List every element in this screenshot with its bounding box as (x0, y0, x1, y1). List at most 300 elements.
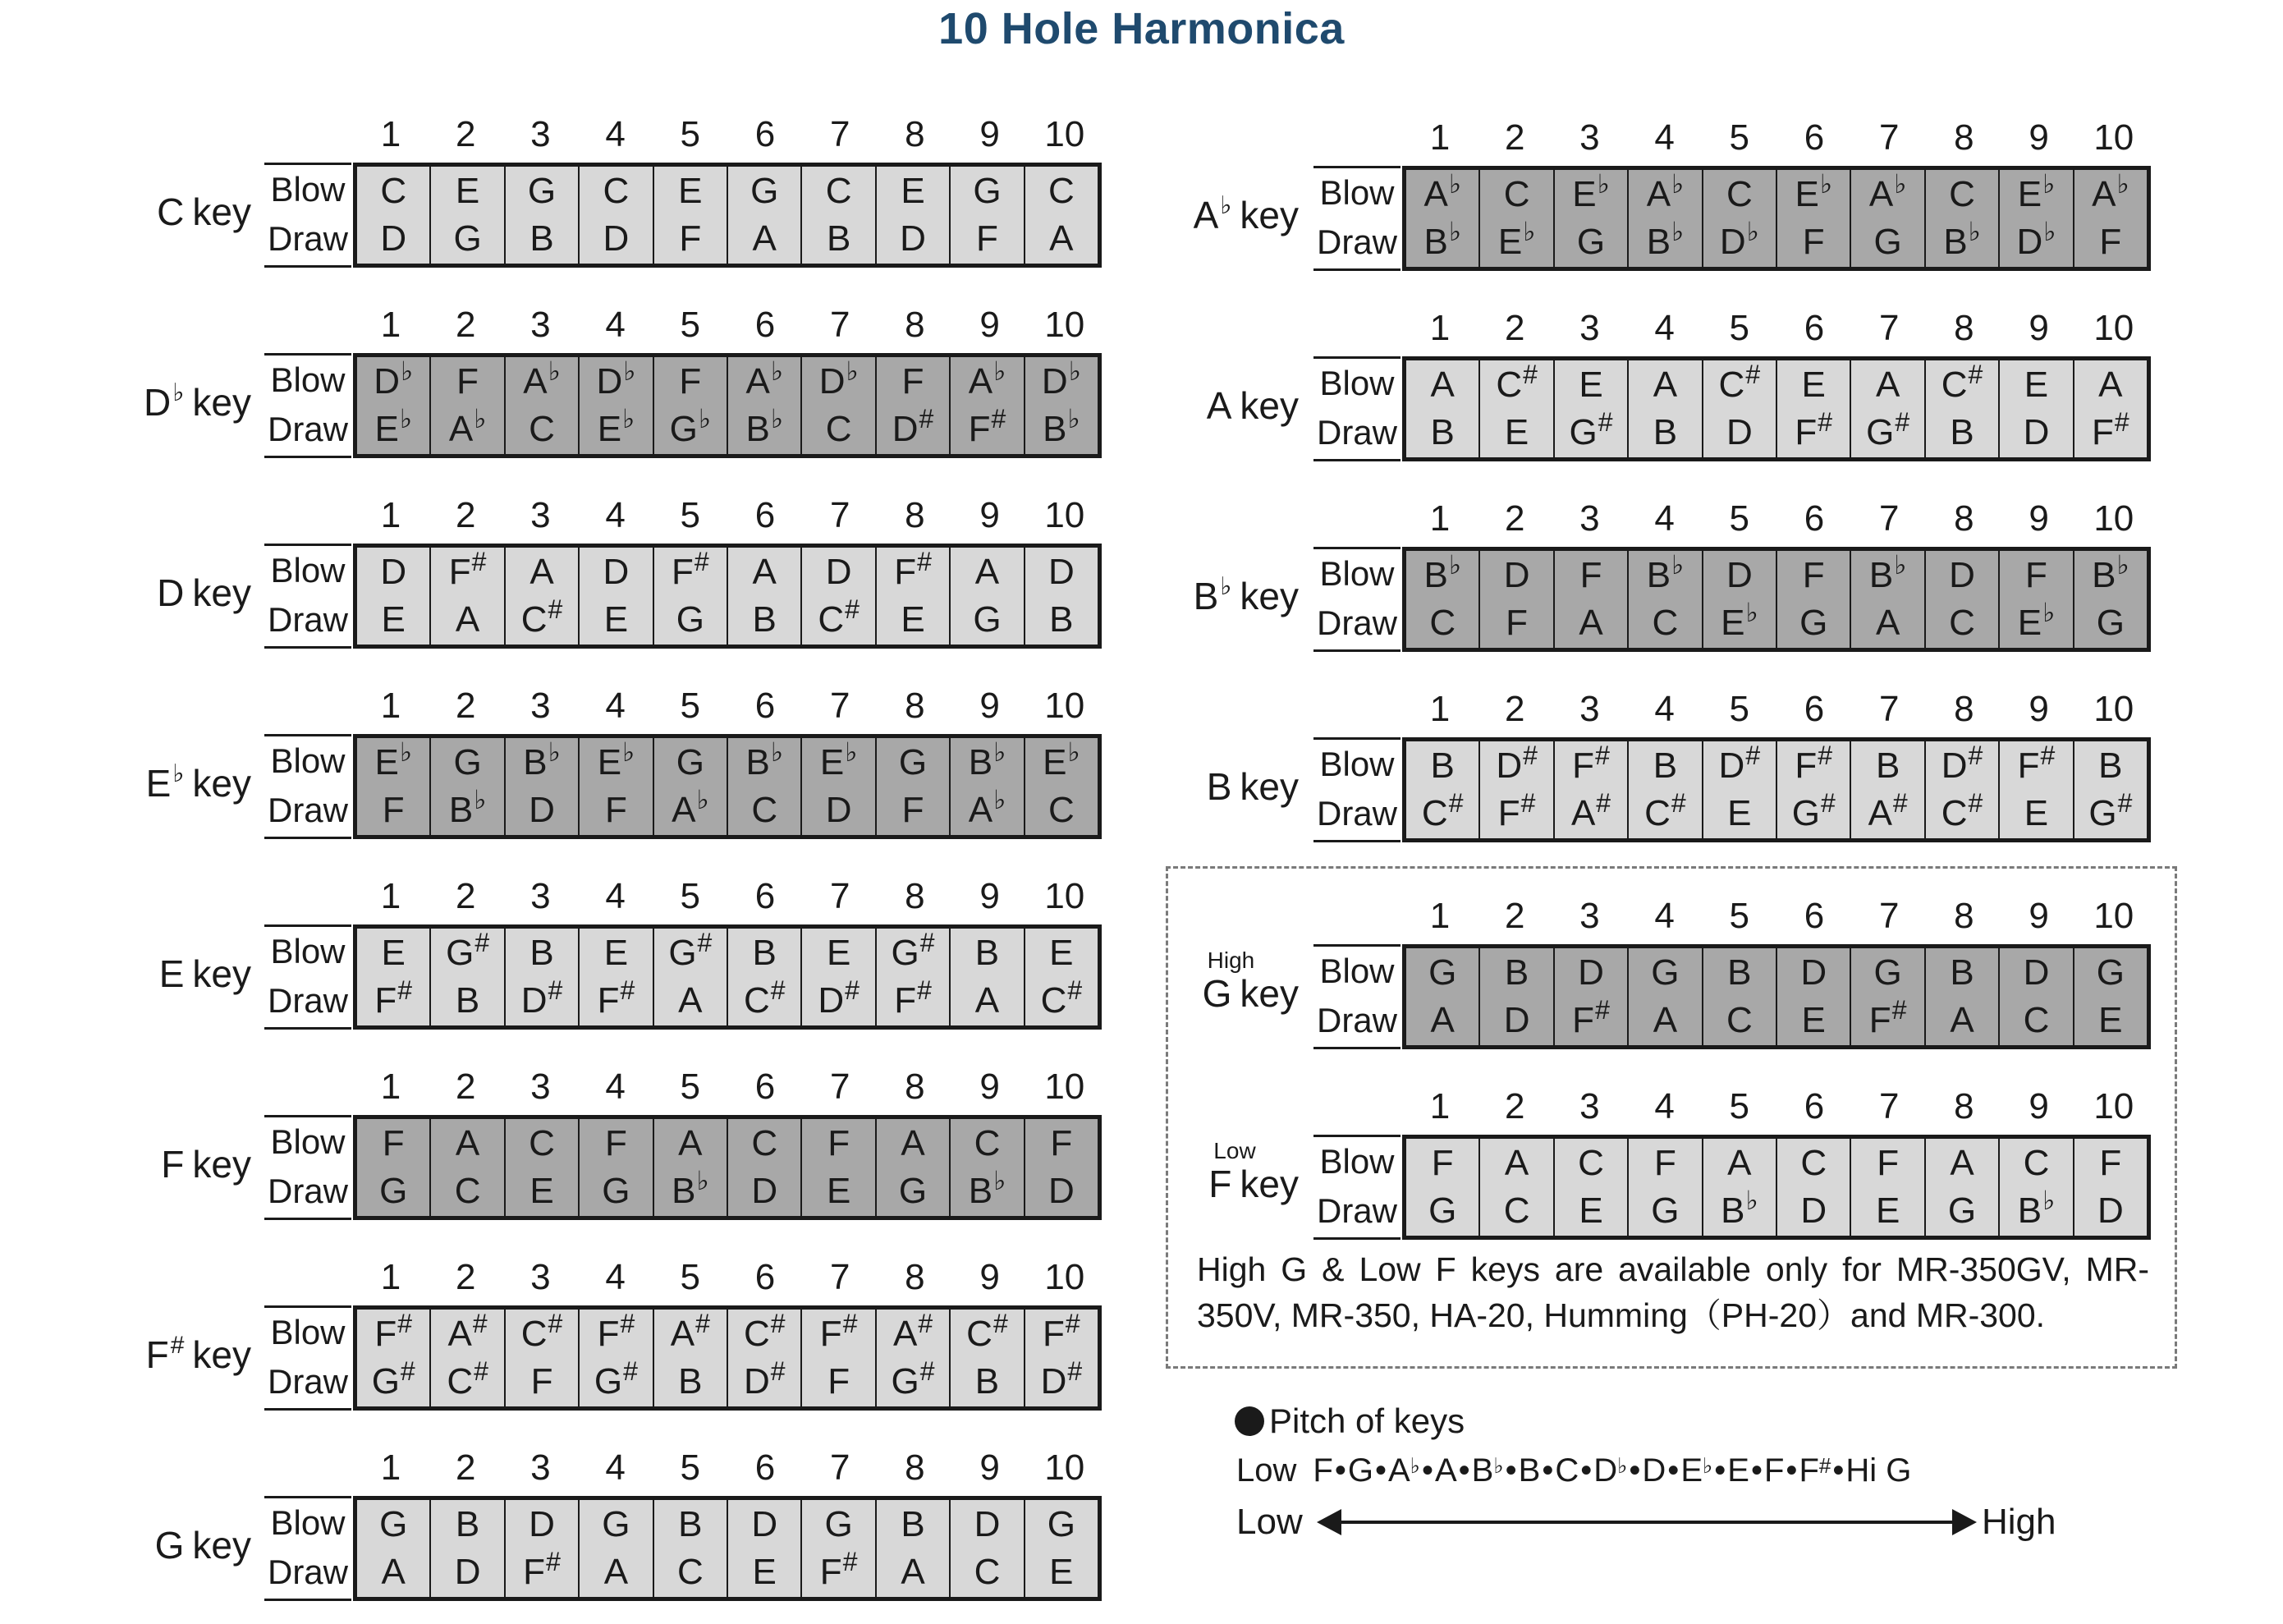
draw-note: E (1504, 412, 1529, 452)
blow-row-label: Blow (1319, 364, 1395, 402)
hole-number: 5 (680, 305, 701, 345)
draw-note: F (382, 790, 405, 830)
draw-note: E♭ (597, 404, 635, 449)
pitch-sequence-high: Hi G (1845, 1452, 1912, 1489)
hole-cell (1850, 170, 1923, 267)
draw-note: A (678, 980, 703, 1021)
blow-note: D (1503, 555, 1530, 595)
arrow-high-label: High (1982, 1502, 2056, 1542)
draw-note: D (1800, 1190, 1827, 1231)
hole-number: 6 (754, 1067, 776, 1107)
draw-note: D (1048, 1171, 1075, 1211)
draw-note: E (901, 599, 925, 640)
draw-note: G (1428, 1190, 1457, 1231)
draw-note: B♭ (1423, 217, 1461, 262)
hole-cell (1702, 741, 1776, 838)
draw-note: G# (2088, 788, 2133, 833)
blow-note: A# (892, 1309, 933, 1354)
hole-number: 3 (530, 876, 551, 916)
blow-note: C (529, 1123, 555, 1163)
hole-number-row (353, 686, 1102, 726)
draw-note: C (454, 1171, 481, 1211)
draw-note: D♭ (1719, 217, 1759, 262)
key-note: B (1206, 765, 1232, 808)
draw-note: G (379, 1171, 408, 1211)
hole-number: 8 (1954, 896, 1974, 936)
blow-note: B♭ (1868, 550, 1907, 595)
hole-number: 9 (2029, 1086, 2049, 1126)
hole-cell (875, 1310, 949, 1406)
hole-number: 5 (680, 114, 701, 154)
hole-cell (1924, 741, 1998, 838)
draw-note: B (974, 1361, 1000, 1402)
hole-number: 6 (1804, 1086, 1825, 1126)
hole-number: 3 (1579, 896, 1600, 936)
blow-note: F# (448, 547, 487, 592)
pitch-note: F# (1799, 1452, 1831, 1489)
hole-number: 8 (1954, 689, 1974, 729)
draw-note: C# (743, 975, 786, 1021)
pitch-title-text: Pitch of keys (1269, 1402, 1465, 1440)
draw-note: B (678, 1361, 703, 1402)
blow-note: E♭ (1572, 169, 1610, 214)
draw-note: C (1503, 1190, 1530, 1231)
hole-cell (727, 1500, 800, 1597)
hole-number-row (353, 496, 1102, 535)
hole-number: 4 (1654, 896, 1675, 936)
hole-number: 7 (1878, 498, 1900, 539)
pitch-note: D♭ (1593, 1452, 1628, 1489)
pitch-note: G (1347, 1452, 1373, 1489)
hole-number: 5 (1729, 1086, 1750, 1126)
blow-note: E (381, 933, 406, 973)
draw-note: A (1430, 1000, 1455, 1040)
key-suffix: key (192, 381, 251, 424)
hole-number: 10 (1044, 305, 1085, 345)
draw-row-label: Draw (1316, 603, 1397, 642)
blow-note: B (1727, 952, 1752, 993)
blow-note: C (1949, 174, 1975, 214)
draw-note: G (2096, 603, 2125, 643)
blow-note: A (752, 552, 777, 592)
blow-note: F (827, 1123, 850, 1163)
blow-row-label: Blow (270, 741, 346, 780)
blow-note: G (1428, 952, 1457, 993)
blow-note: C (1578, 1143, 1604, 1183)
hole-cell (1406, 551, 1478, 648)
draw-note: C (974, 1552, 1001, 1592)
hole-cell (357, 1500, 429, 1597)
draw-row-label: Draw (267, 981, 348, 1020)
blow-note: C (751, 1123, 778, 1163)
hole-number: 7 (1878, 1086, 1900, 1126)
hole-cell (1553, 360, 1627, 457)
draw-note: B♭ (672, 1166, 709, 1211)
draw-note: D (529, 790, 555, 830)
draw-note: G# (1791, 788, 1836, 833)
draw-note: E♭ (374, 404, 412, 449)
blow-note: D♭ (818, 356, 859, 401)
draw-note: B (1430, 412, 1455, 452)
hole-number: 6 (1804, 498, 1825, 539)
blow-note: E (678, 171, 703, 211)
hole-number: 9 (2029, 308, 2049, 348)
pitch-note: E♭ (1680, 1452, 1713, 1489)
draw-note: D (1726, 412, 1753, 452)
key-suffix: key (192, 1143, 251, 1186)
pitch-title (1235, 1401, 1465, 1442)
hole-number: 1 (380, 876, 401, 916)
blow-row-label: Blow (1319, 952, 1395, 990)
hole-number: 10 (1044, 1257, 1085, 1297)
hole-cell (1924, 360, 1998, 457)
blow-note: A (974, 552, 1000, 592)
draw-note: A# (1570, 788, 1611, 833)
draw-note: F# (374, 975, 413, 1021)
blow-note: A# (447, 1309, 488, 1354)
hole-cell (1478, 170, 1552, 267)
hole-cell (1478, 360, 1552, 457)
key-note: D (157, 571, 185, 614)
pitch-note: E (1727, 1452, 1749, 1489)
draw-note: D# (743, 1356, 786, 1402)
row-labels (264, 1496, 351, 1601)
blow-note: B (678, 1504, 703, 1544)
hole-number: 5 (680, 495, 701, 535)
key-label (0, 1521, 251, 1570)
hole-number: 1 (380, 114, 401, 154)
blow-note: C (1048, 171, 1075, 211)
hole-number: 8 (1954, 308, 1974, 348)
draw-note: B♭ (745, 404, 783, 449)
pitch-note: F (1313, 1452, 1333, 1489)
hole-cell (949, 1310, 1023, 1406)
draw-note: C# (447, 1356, 488, 1402)
draw-note: C# (520, 594, 563, 640)
blow-note: G (750, 171, 779, 211)
hole-number: 10 (2093, 689, 2134, 729)
draw-note: G (898, 1171, 928, 1211)
key-accidental: ♭ (172, 760, 185, 787)
blow-note: F (604, 1123, 627, 1163)
blow-note: A♭ (1868, 169, 1907, 214)
draw-note: B (752, 599, 777, 640)
pitch-note: C (1555, 1452, 1579, 1489)
key-note: E (145, 762, 172, 805)
key-label (0, 190, 1299, 240)
hole-number: 4 (1654, 498, 1675, 539)
blow-note: A (2098, 365, 2123, 405)
blow-note: C (825, 171, 852, 211)
key-suffix: key (1240, 384, 1299, 427)
key-note: A (1193, 194, 1219, 236)
hole-number: 10 (2093, 498, 2134, 539)
hole-cell (1553, 741, 1627, 838)
blow-note: F# (597, 1309, 635, 1354)
hole-number: 7 (829, 1257, 850, 1297)
hole-number: 3 (530, 495, 551, 535)
hole-cell (949, 1500, 1023, 1597)
draw-note: E (2098, 1000, 2123, 1040)
draw-note: C# (1040, 975, 1083, 1021)
blow-note: C (603, 171, 630, 211)
blow-note: F (1877, 1143, 1900, 1183)
hole-number-row (353, 115, 1102, 154)
hole-number: 3 (1579, 117, 1600, 158)
blow-note: D# (1941, 741, 1983, 786)
draw-note: B (1049, 599, 1074, 640)
blow-note: F# (374, 1309, 413, 1354)
blow-note: G (379, 1504, 408, 1544)
hole-number: 5 (1729, 117, 1750, 158)
hole-cell (800, 1310, 874, 1406)
hole-number-row (353, 1067, 1102, 1107)
hole-cell (1850, 551, 1923, 648)
blow-note: C# (520, 1309, 563, 1354)
hole-cell (1924, 170, 1998, 267)
hole-number: 2 (1504, 498, 1525, 539)
blow-note: F (679, 361, 702, 401)
blow-note: F (382, 1123, 405, 1163)
hole-number: 10 (1044, 1447, 1085, 1488)
blow-note: C (1800, 1143, 1827, 1183)
hole-cell (2073, 741, 2147, 838)
draw-note: C (1652, 603, 1679, 643)
blow-note: A# (670, 1309, 710, 1354)
blow-note: E (901, 171, 925, 211)
blow-note: D♭ (1041, 356, 1081, 401)
blow-note: F# (1572, 741, 1610, 786)
draw-note: E (1579, 1190, 1603, 1231)
blow-row-label: Blow (1319, 173, 1395, 212)
hole-number: 4 (605, 114, 626, 154)
pitch-note: B♭ (1471, 1452, 1504, 1489)
draw-note: A (381, 1552, 406, 1592)
blow-note: F (456, 361, 479, 401)
draw-note: F (976, 218, 998, 259)
draw-note: C (1429, 603, 1456, 643)
hole-number: 9 (2029, 896, 2049, 936)
draw-note: G (676, 599, 704, 640)
draw-note: F# (1497, 788, 1536, 833)
hole-cell (1776, 360, 1850, 457)
key-note: F (145, 1333, 169, 1376)
hole-number: 5 (680, 1447, 701, 1488)
blow-note: F (2025, 555, 2047, 595)
draw-note: G (602, 1171, 630, 1211)
hole-number: 8 (1954, 117, 1974, 158)
note-grid (353, 1305, 1102, 1411)
hole-number: 2 (455, 876, 476, 916)
hole-number: 9 (979, 114, 1000, 154)
hole-number: 6 (754, 1447, 776, 1488)
blow-note: D (603, 552, 630, 592)
draw-note: D (900, 218, 926, 259)
hole-number: 4 (1654, 689, 1675, 729)
draw-note: D# (892, 404, 934, 449)
draw-note: D (751, 1171, 778, 1211)
blow-note: G# (891, 928, 935, 973)
hole-number-row (1402, 118, 2151, 158)
blow-note: C# (1718, 360, 1761, 405)
key-note: G (1202, 972, 1232, 1015)
blow-note: F# (671, 547, 709, 592)
hole-number: 2 (1504, 689, 1525, 729)
blow-note: D (529, 1504, 555, 1544)
hole-number: 10 (2093, 896, 2134, 936)
hole-cell (1998, 741, 2072, 838)
hole-number: 9 (979, 1447, 1000, 1488)
draw-note: E (381, 599, 406, 640)
hole-number: 3 (1579, 498, 1600, 539)
note-grid (1402, 166, 2151, 271)
draw-note: D# (818, 975, 860, 1021)
hole-number: 8 (905, 495, 925, 535)
draw-row-label: Draw (1316, 1191, 1397, 1230)
key-note: A (1206, 384, 1232, 427)
blow-note: G (527, 171, 557, 211)
bullet-icon (1235, 1406, 1264, 1436)
blow-note: E♭ (2017, 169, 2056, 214)
hole-cell (1627, 170, 1701, 267)
hole-number: 2 (455, 305, 476, 345)
hole-number: 1 (1429, 117, 1451, 158)
blow-note: A♭ (1423, 169, 1461, 214)
draw-note: B (455, 980, 480, 1021)
blow-note: G (1651, 952, 1680, 993)
blow-note: G (2096, 952, 2125, 993)
hole-number: 9 (2029, 117, 2049, 158)
hole-cell (578, 1310, 652, 1406)
pitch-note: D (1642, 1452, 1666, 1489)
arrow-low-label: Low (1236, 1502, 1303, 1542)
blow-note: B (529, 933, 554, 973)
note-grid (1402, 356, 2151, 461)
blow-note: A (1653, 365, 1678, 405)
hole-cell (1998, 170, 2072, 267)
key-note: F (1208, 1163, 1232, 1205)
hole-number: 6 (754, 114, 776, 154)
draw-note: B♭ (1721, 1186, 1758, 1231)
draw-row-label: Draw (1316, 413, 1397, 452)
blow-note: G# (668, 928, 713, 973)
blow-note: D (1048, 552, 1075, 592)
blow-note: F (1579, 555, 1602, 595)
hole-cell (1776, 551, 1850, 648)
blow-note: F# (819, 1309, 858, 1354)
hole-number: 1 (380, 495, 401, 535)
hole-number: 1 (1429, 308, 1451, 348)
hole-number: 8 (905, 1067, 925, 1107)
hole-number-row (1402, 690, 2151, 729)
blow-note: G (898, 742, 928, 782)
key-note: D (144, 381, 172, 424)
draw-note: B♭ (1646, 217, 1685, 262)
blow-note: A (678, 1123, 703, 1163)
blow-note: C (974, 1123, 1001, 1163)
blow-row-label: Blow (270, 1122, 346, 1161)
draw-note: A (901, 1552, 925, 1592)
hole-number: 10 (1044, 114, 1085, 154)
draw-note: D (2023, 412, 2050, 452)
blow-note: C (1726, 174, 1753, 214)
blow-note: D (380, 552, 407, 592)
hole-cell (429, 1310, 503, 1406)
hole-number: 3 (1579, 308, 1600, 348)
key-accidental: # (170, 1332, 185, 1359)
draw-note: B (529, 218, 554, 259)
pitch-note: B (1518, 1452, 1541, 1489)
draw-note: G# (1569, 407, 1613, 452)
hole-number: 7 (829, 114, 850, 154)
draw-row-label: Draw (1316, 794, 1397, 833)
hole-number: 2 (1504, 308, 1525, 348)
draw-note: A♭ (448, 404, 487, 449)
blow-row-label: Blow (270, 1313, 346, 1351)
draw-note: F (901, 790, 924, 830)
hole-number: 9 (979, 1257, 1000, 1297)
hole-number: 6 (754, 305, 776, 345)
draw-note: A (455, 599, 480, 640)
blow-note: D (1578, 952, 1604, 993)
hole-number: 5 (680, 1067, 701, 1107)
draw-note: A (603, 1552, 629, 1592)
hole-number: 8 (905, 1447, 925, 1488)
pitch-note: A (1434, 1452, 1457, 1489)
blow-row-label: Blow (270, 360, 346, 399)
hole-number: 1 (1429, 689, 1451, 729)
key-tag: High (1207, 947, 1255, 973)
blow-note: C# (966, 1309, 1008, 1354)
pitch-sequence: Low F•G•A♭•A•B♭•B•C•D♭•D•E♭•E•F•F#•Hi G (1236, 1452, 1912, 1489)
hole-number: 3 (530, 1067, 551, 1107)
draw-note: A (974, 980, 1000, 1021)
hole-number: 6 (1804, 308, 1825, 348)
blow-note: B (974, 933, 1000, 973)
draw-note: E (752, 1552, 777, 1592)
blow-note: B♭ (1423, 550, 1461, 595)
hole-cell (1406, 170, 1478, 267)
hole-number: 4 (605, 495, 626, 535)
blow-note: E (1801, 365, 1826, 405)
hole-number: 3 (530, 1447, 551, 1488)
draw-note: E♭ (1721, 598, 1758, 643)
blow-row-label: Blow (270, 170, 346, 209)
blow-note: E (826, 933, 851, 973)
hole-cell (1850, 741, 1923, 838)
hole-number: 8 (1954, 498, 1974, 539)
hole-number: 5 (1729, 689, 1750, 729)
hole-cell (504, 1500, 578, 1597)
hole-number: 6 (1804, 117, 1825, 158)
blow-note: B (1504, 952, 1529, 993)
blow-note: D (2023, 952, 2050, 993)
blow-note: F (1802, 555, 1825, 595)
hole-number: 1 (380, 1257, 401, 1297)
hole-number: 10 (2093, 117, 2134, 158)
hole-number: 9 (979, 686, 1000, 726)
draw-note: D# (1040, 1356, 1083, 1402)
blow-note: E♭ (1043, 737, 1080, 782)
hole-number: 8 (905, 686, 925, 726)
hole-number: 8 (905, 876, 925, 916)
blow-note: C# (1496, 360, 1538, 405)
hole-cell (1478, 741, 1552, 838)
draw-note: F# (523, 1547, 561, 1592)
hole-number: 1 (1429, 498, 1451, 539)
blow-note: G (1047, 1504, 1075, 1544)
hole-number: 6 (1804, 689, 1825, 729)
